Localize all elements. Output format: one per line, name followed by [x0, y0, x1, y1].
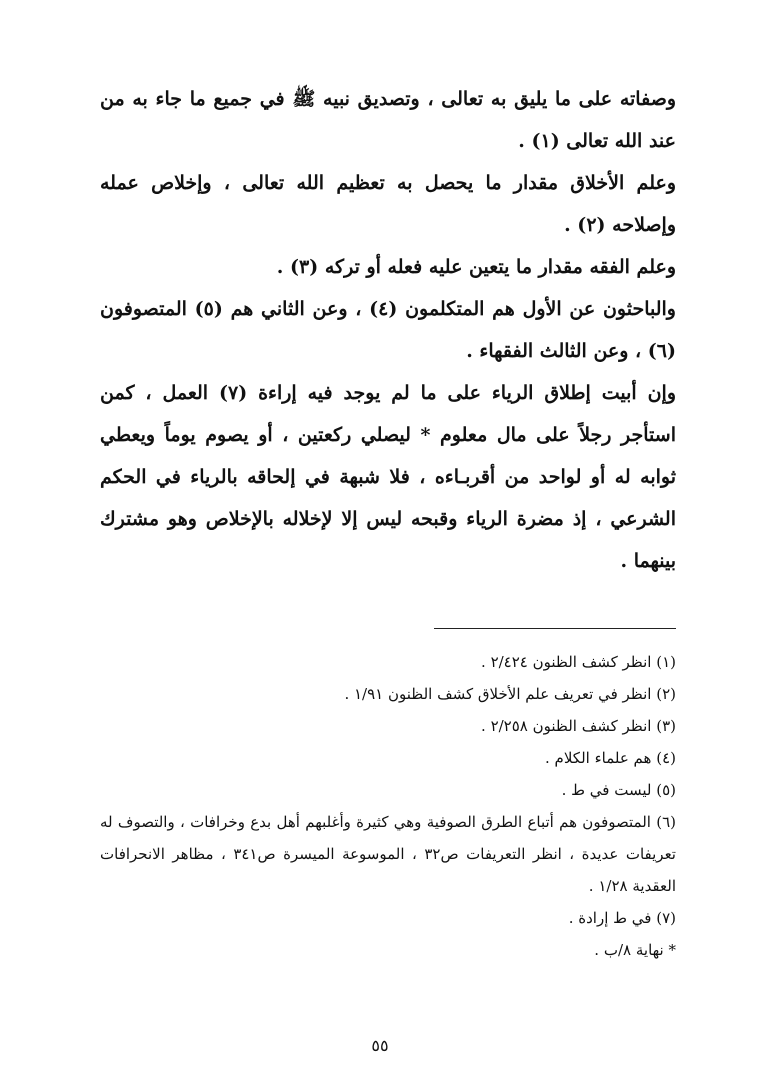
body-paragraph: وعلم الأخلاق مقدار ما يحصل به تعظيم الله تعالى ، وإخلاص عمله وإصلاحه (٢) . — [100, 172, 676, 236]
footnote: * نهاية ٨/ب . — [594, 941, 676, 959]
footnote: (١) انظر كشف الظنون ٢/٤٢٤ . — [481, 653, 676, 671]
footnote: (٢) انظر في تعريف علم الأخلاق كشف الظنون ١/٩١ . — [344, 685, 676, 703]
body-paragraph: وإن أبيت إطلاق الرياء على ما لم يوجد فيه إراءة (٧) العمل ، كمن استأجر رجلاً على مال معلوم * ليصلي ركعتين ، أو يصوم يوماً ويعطي ثوابه له أو لواحد من أقربـاءه ، فلا شبهة في إلحاقه بالرياء في الحكم الشرعي ، إذ مضرة الرياء وقبحه ليس إلا لإخلاله بالإخلاص وهو مشترك بينهما . — [100, 382, 676, 572]
main-text — [100, 78, 676, 582]
footnote: (٤) هم علماء الكلام . — [545, 749, 676, 767]
body-paragraph: وصفاته على ما يليق به تعالى ، وتصديق نبيه ﷺ في جميع ما جاء به من عند الله تعالى (١) . — [100, 88, 676, 152]
body-paragraph: وعلم الفقه مقدار ما يتعين عليه فعله أو تركه (٣) . — [276, 256, 676, 278]
footnote: (٦) المتصوفون هم أتباع الطرق الصوفية وهي كثيرة وأغلبهم أهل بدع وخرافات ، والتصوف له تعريفات عديدة ، انظر التعريفات ص٣٢ ، الموسوعة الميسرة ص٣٤١ ، مظاهر الانحرافات العقدية ١/٢٨ . — [100, 813, 676, 895]
footnote-separator — [434, 628, 676, 629]
footnote: (٧) في ط إرادة . — [568, 909, 676, 927]
page-number: ٥٥ — [371, 1036, 389, 1055]
body-paragraph: والباحثون عن الأول هم المتكلمون (٤) ، وعن الثاني هم (٥) المتصوفون (٦) ، وعن الثالث الفقهاء . — [100, 298, 676, 362]
footnote: (٣) انظر كشف الظنون ٢/٢٥٨ . — [481, 717, 676, 735]
footnotes — [100, 646, 676, 966]
footnote: (٥) ليست في ط . — [561, 781, 676, 799]
